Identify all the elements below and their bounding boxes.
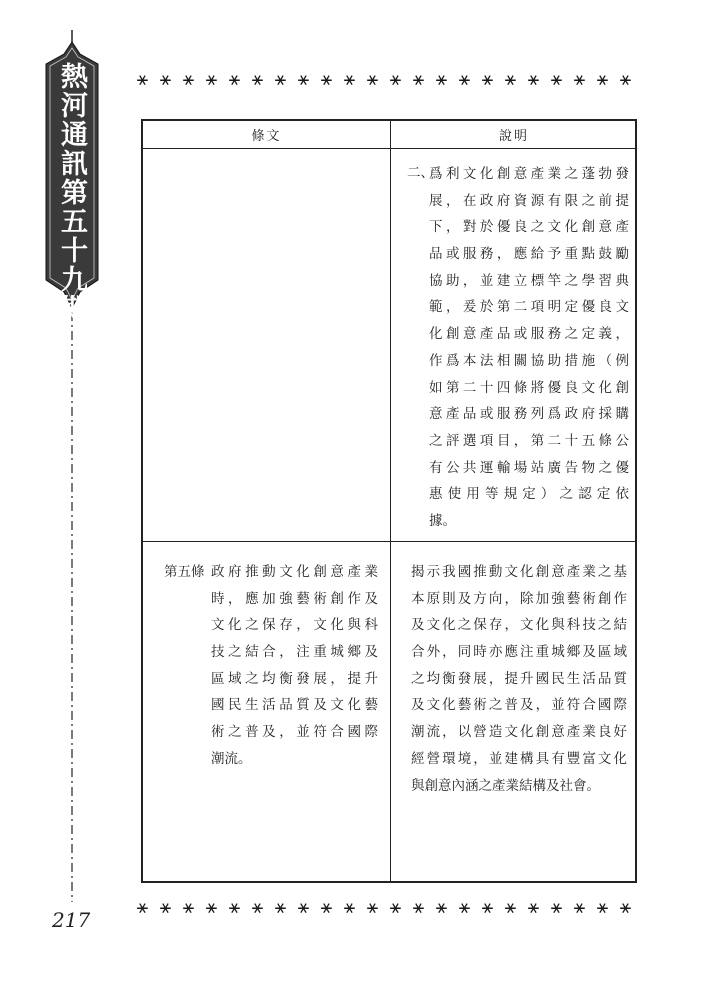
ornament-glyph: ⚹	[573, 896, 586, 918]
text-line: 合外，同時亦應注重城鄉及區域	[411, 644, 627, 661]
text-line: 據。	[429, 512, 456, 529]
ornament-glyph: ⚹	[205, 896, 218, 918]
explanation-item-prefix: 二、	[407, 165, 434, 181]
ornament-glyph: ⚹	[619, 896, 632, 918]
ornament-glyph: ⚹	[136, 68, 149, 90]
explanation-column-header: 說明	[498, 129, 529, 144]
text-line: 之均衡發展，提升國民生活品質	[411, 670, 627, 687]
ornament-glyph: ⚹	[274, 896, 287, 918]
ornament-glyph: ⚹	[481, 68, 494, 90]
text-line: 爲利文化創意產業之蓬勃發	[429, 166, 629, 182]
ornament-glyph: ⚹	[366, 68, 379, 90]
text-line: 與創意內涵之產業結構及社會。	[411, 777, 600, 794]
ornament-glyph: ⚹	[297, 68, 310, 90]
text-line: 如第二十四條將優良文化創	[429, 379, 629, 396]
text-line: 經營環境，並建構具有豐富文化	[411, 750, 627, 767]
ornament-glyph: ⚹	[504, 68, 517, 90]
ornament-glyph: ⚹	[481, 896, 494, 918]
comparison-table	[141, 119, 637, 883]
text-line: 之評選項目，第二十五條公	[429, 432, 629, 449]
top-ornament-border	[132, 70, 636, 88]
text-line: 品或服務，應給予重點鼓勵	[429, 246, 629, 263]
ornament-glyph: ⚹	[596, 896, 609, 918]
ornament-glyph: ⚹	[182, 68, 195, 90]
text-line: 文化之保存，文化與科	[211, 617, 378, 634]
text-line: 及文化藝術之普及，並符合國際	[411, 697, 627, 714]
text-line: 範，爰於第二項明定優良文	[429, 299, 629, 316]
text-line: 有公共運輸場站廣告物之優	[429, 459, 629, 476]
ornament-glyph: ⚹	[573, 68, 586, 90]
ornament-glyph: ⚹	[412, 68, 425, 90]
journal-title: 熱河通訊第五十九期	[56, 62, 87, 323]
ornament-glyph: ⚹	[343, 68, 356, 90]
text-line: 化創意產品或服務之定義，	[429, 326, 629, 343]
ornament-glyph: ⚹	[320, 68, 333, 90]
ornament-glyph: ⚹	[504, 896, 517, 918]
text-line: 潮流。	[211, 750, 252, 767]
ornament-glyph: ⚹	[297, 896, 310, 918]
ornament-glyph: ⚹	[412, 896, 425, 918]
ornament-glyph: ⚹	[435, 68, 448, 90]
ornament-glyph: ⚹	[619, 68, 632, 90]
ornament-glyph: ⚹	[228, 68, 241, 90]
ornament-glyph: ⚹	[596, 68, 609, 90]
ornament-glyph: ⚹	[550, 896, 563, 918]
row1-explanation	[429, 161, 629, 535]
article-column-header: 條文	[251, 129, 282, 144]
ornament-glyph: ⚹	[343, 896, 356, 918]
text-line: 本原則及方向，除加強藝術創作	[411, 590, 627, 607]
text-line: 區域之均衡發展，提升	[211, 670, 378, 687]
ornament-glyph: ⚹	[251, 896, 264, 918]
text-line: 政府推動文化創意產業	[211, 564, 378, 580]
ornament-glyph: ⚹	[527, 68, 540, 90]
bottom-ornament-border	[132, 898, 636, 916]
ornament-glyph: ⚹	[228, 896, 241, 918]
ornament-glyph: ⚹	[389, 68, 402, 90]
ornament-glyph: ⚹	[136, 896, 149, 918]
ornament-glyph: ⚹	[159, 896, 172, 918]
text-line: 作爲本法相關協助措施（例	[429, 352, 629, 369]
row2-article-text	[211, 559, 378, 773]
text-line: 術之普及，並符合國際	[211, 724, 378, 741]
text-line: 協助，並建立標竿之學習典	[429, 272, 629, 289]
text-line: 時，應加強藝術創作及	[211, 590, 378, 607]
ornament-glyph: ⚹	[182, 896, 195, 918]
ornament-glyph: ⚹	[527, 896, 540, 918]
column-divider	[390, 121, 391, 881]
ornament-glyph: ⚹	[159, 68, 172, 90]
text-line: 國民生活品質及文化藝	[211, 697, 378, 714]
ornament-glyph: ⚹	[435, 896, 448, 918]
ornament-glyph: ⚹	[550, 68, 563, 90]
ornament-glyph: ⚹	[320, 896, 333, 918]
ornament-glyph: ⚹	[389, 896, 402, 918]
text-line: 展，在政府資源有限之前提	[429, 192, 629, 209]
article-label: 第五條	[164, 564, 205, 580]
text-line: 意產品或服務列爲政府採購	[429, 406, 629, 423]
ornament-glyph: ⚹	[366, 896, 379, 918]
page-number: 217	[52, 908, 91, 932]
text-line: 技之結合，注重城鄉及	[211, 644, 378, 661]
ornament-glyph: ⚹	[205, 68, 218, 90]
ornament-glyph: ⚹	[458, 896, 471, 918]
row-divider	[143, 541, 635, 542]
header-divider	[143, 148, 635, 149]
text-line: 下，對於優良之文化創意產	[429, 219, 629, 236]
ornament-glyph: ⚹	[274, 68, 287, 90]
ornament-glyph: ⚹	[251, 68, 264, 90]
text-line: 潮流，以營造文化創意產業良好	[411, 724, 627, 741]
ornament-glyph: ⚹	[458, 68, 471, 90]
text-line: 及文化之保存，文化與科技之結	[411, 617, 627, 634]
text-line: 惠使用等規定）之認定依	[429, 486, 629, 503]
row2-explanation	[411, 559, 627, 799]
text-line: 揭示我國推動文化創意產業之基	[411, 564, 627, 580]
